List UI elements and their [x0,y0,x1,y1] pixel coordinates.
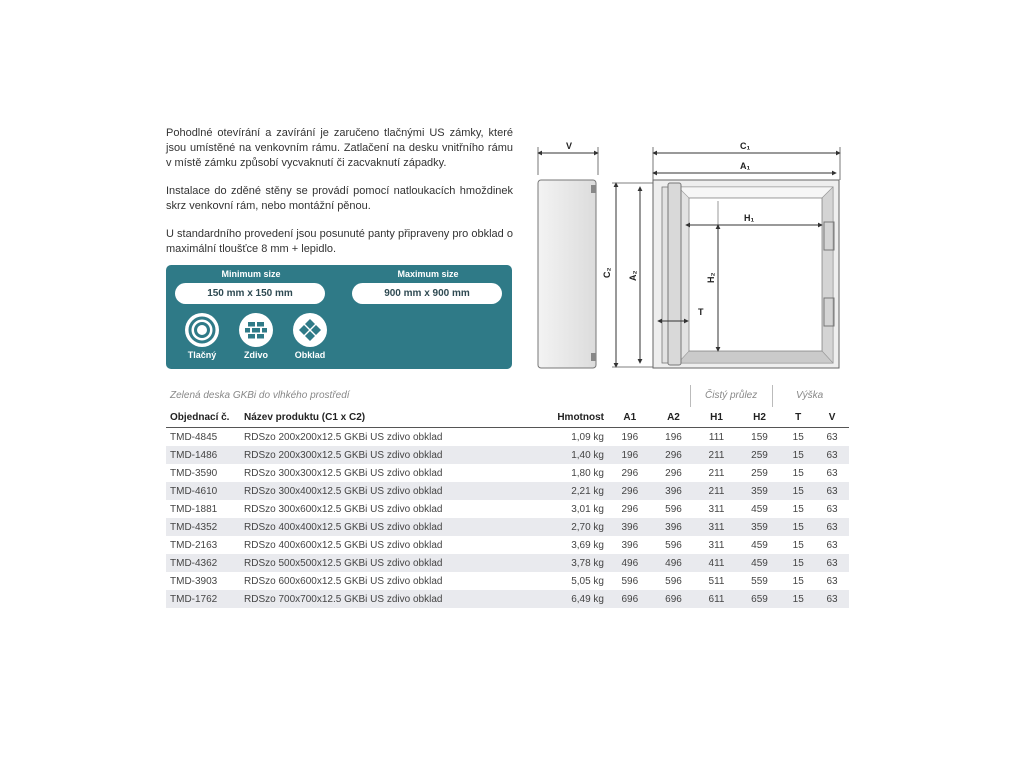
col-code: Objednací č. [166,407,240,428]
min-size-label: Minimum size [221,269,281,279]
cell-weight: 3,78 kg [538,554,608,572]
cell-h2: 259 [751,467,768,479]
cell-name: RDSzo 300x300x12.5 GKBi US zdivo obklad [244,467,443,479]
cell-a1: 496 [608,554,652,572]
cell-weight: 1,80 kg [571,467,604,479]
cell-h1: 411 [695,554,737,572]
cell-h1: 311 [708,503,725,515]
cell-weight: 1,40 kg [538,446,608,464]
cell-a1: 396 [608,518,652,536]
cell-t: 15 [792,431,804,443]
cell-h2: 459 [751,503,768,515]
col-weight: Hmotnost [538,407,608,428]
tag-brick [236,313,276,360]
cell-h1: 211 [695,446,737,464]
push-lock-icon [185,313,219,347]
cell-a2: 396 [652,482,696,500]
cell-t: 15 [781,554,815,572]
cell-code: TMD-4845 [170,431,218,443]
cell-v: 63 [826,431,838,443]
table-note-row [166,385,849,407]
col-name: Název produktu (C1 x C2) [240,407,538,428]
cell-weight: 5,05 kg [571,575,604,587]
group-separator [772,385,773,407]
cell-a2: 196 [665,431,682,443]
front-view [653,180,839,368]
cell-name: RDSzo 400x600x12.5 GKBi US zdivo obklad [244,539,443,551]
description-paragraph-2: Instalace do zděné stěny se provádí pomocí natloukacích hmoždinek skrz venkovní rám, nebo montážní pěnou. [166,185,513,212]
table-row [166,536,849,554]
cell-name: RDSzo 300x600x12.5 GKBi US zdivo obklad [244,503,443,515]
cell-t: 15 [792,575,804,587]
col-h2: H2 [738,407,782,428]
cell-a2: 596 [665,539,682,551]
dim-c2-label: C₂ [602,267,612,278]
cell-a1: 396 [621,539,639,551]
cell-h2: 359 [738,518,782,536]
tag-tile [290,313,330,360]
cell-a2: 696 [652,590,696,608]
tile-icon [293,313,327,347]
size-info-box [166,265,512,369]
col-a1: A1 [608,407,652,428]
cell-h1: 111 [708,431,725,443]
cell-v: 63 [815,482,849,500]
cell-h2: 659 [738,590,782,608]
cell-weight: 3,01 kg [571,503,604,515]
table-row [166,428,849,447]
cell-a2: 596 [665,575,682,587]
cell-h2: 559 [751,575,768,587]
cell-code: TMD-3590 [170,467,218,479]
cell-weight: 1,09 kg [571,431,604,443]
cell-weight: 2,21 kg [538,482,608,500]
dim-h2-label: H₂ [706,272,716,283]
cell-a1: 296 [621,503,639,515]
cell-h1: 511 [708,575,725,587]
table-row [166,590,849,608]
cell-v: 63 [826,503,838,515]
col-t: T [781,407,815,428]
cell-v: 63 [815,590,849,608]
cell-a2: 596 [665,503,682,515]
table-row [166,554,849,572]
cell-name: RDSzo 200x300x12.5 GKBi US zdivo obklad [240,446,538,464]
cell-v: 63 [815,554,849,572]
cell-a1: 296 [621,467,639,479]
cell-name: RDSzo 700x700x12.5 GKBi US zdivo obklad [240,590,538,608]
cell-v: 63 [826,575,838,587]
tag-label: Zdivo [244,350,268,360]
tag-push-lock [182,313,222,360]
dim-a2-label: A₂ [628,270,638,281]
tag-label: Tlačný [187,350,217,360]
cell-h2: 259 [738,446,782,464]
group-separator [690,385,691,407]
cell-t: 15 [781,482,815,500]
min-size-value: 150 mm x 150 mm [175,283,325,304]
cell-t: 15 [781,590,815,608]
group-clear-label: Čistý průlez [705,390,758,401]
cell-a1: 596 [621,575,639,587]
dim-v-label: V [566,141,573,151]
cell-t: 15 [792,467,804,479]
cell-weight: 3,69 kg [571,539,604,551]
col-v: V [815,407,849,428]
col-h1: H1 [695,407,737,428]
cell-code: TMD-1486 [166,446,240,464]
cell-h1: 311 [695,518,737,536]
cell-code: TMD-4610 [166,482,240,500]
table-row [166,446,849,464]
cell-t: 15 [792,503,804,515]
cell-h2: 459 [738,554,782,572]
table-header-row [166,407,849,428]
cell-a1: 696 [608,590,652,608]
table-row [166,500,849,518]
table-row [166,464,849,482]
cell-name: RDSzo 600x600x12.5 GKBi US zdivo obklad [244,575,443,587]
dim-c1-label: C₁ [740,141,751,151]
cell-a2: 296 [652,446,696,464]
cell-name: RDSzo 400x400x12.5 GKBi US zdivo obklad [240,518,538,536]
side-view [538,141,598,368]
cell-a1: 196 [621,431,639,443]
cell-h1: 211 [708,467,725,479]
cell-t: 15 [781,518,815,536]
cell-code: TMD-4352 [166,518,240,536]
cell-t: 15 [792,539,804,551]
description-paragraph-1: Pohodlné otevírání a zavírání je zaručeno tlačnými US zámky, které jsou umístěné na venkovním rámu. Zatlačení na desku vnitřního rámu v místě zámku způsobí vycvaknutí či zacvaknutí západky. [166,127,513,169]
cell-a2: 396 [652,518,696,536]
cell-h2: 359 [738,482,782,500]
group-height-label: Výška [796,390,824,401]
dim-a1-label: A₁ [740,161,751,171]
table-row [166,572,849,590]
table-row [166,482,849,500]
table-row [166,518,849,536]
cell-t: 15 [781,446,815,464]
cell-code: TMD-4362 [166,554,240,572]
dim-t-label: T [698,307,704,317]
cell-code: TMD-1881 [170,503,218,515]
cell-v: 63 [826,467,838,479]
cell-h1: 211 [695,482,737,500]
cell-v: 63 [826,539,838,551]
max-size-value: 900 mm x 900 mm [352,283,502,304]
cell-h2: 459 [751,539,768,551]
cell-weight: 6,49 kg [538,590,608,608]
cell-a1: 196 [608,446,652,464]
cell-code: TMD-2163 [170,539,218,551]
cell-a1: 296 [608,482,652,500]
cell-code: TMD-3903 [170,575,218,587]
dim-h1-label: H₁ [744,213,755,223]
cell-v: 63 [815,518,849,536]
cell-code: TMD-1762 [166,590,240,608]
technical-drawing [528,135,848,375]
cell-v: 63 [815,446,849,464]
max-size-label: Maximum size [397,269,459,279]
cell-a2: 496 [652,554,696,572]
tag-label: Obklad [294,350,326,360]
table-note: Zelená deska GKBi do vlhkého prostředí [170,390,350,401]
col-a2: A2 [652,407,696,428]
cell-h2: 159 [751,431,768,443]
cell-name: RDSzo 500x500x12.5 GKBi US zdivo obklad [240,554,538,572]
cell-weight: 2,70 kg [538,518,608,536]
description [166,126,513,270]
cell-name: RDSzo 300x400x12.5 GKBi US zdivo obklad [240,482,538,500]
product-table [166,407,849,608]
description-paragraph-3: U standardního provedení jsou posunuté panty připraveny pro obklad o maximální tloušťce 8 mm + lepidlo. [166,228,513,255]
cell-a2: 296 [665,467,682,479]
cell-name: RDSzo 200x200x12.5 GKBi US zdivo obklad [244,431,443,443]
cell-h1: 311 [708,539,725,551]
cell-h1: 611 [695,590,737,608]
brick-wall-icon [239,313,273,347]
product-table-section [166,385,849,608]
